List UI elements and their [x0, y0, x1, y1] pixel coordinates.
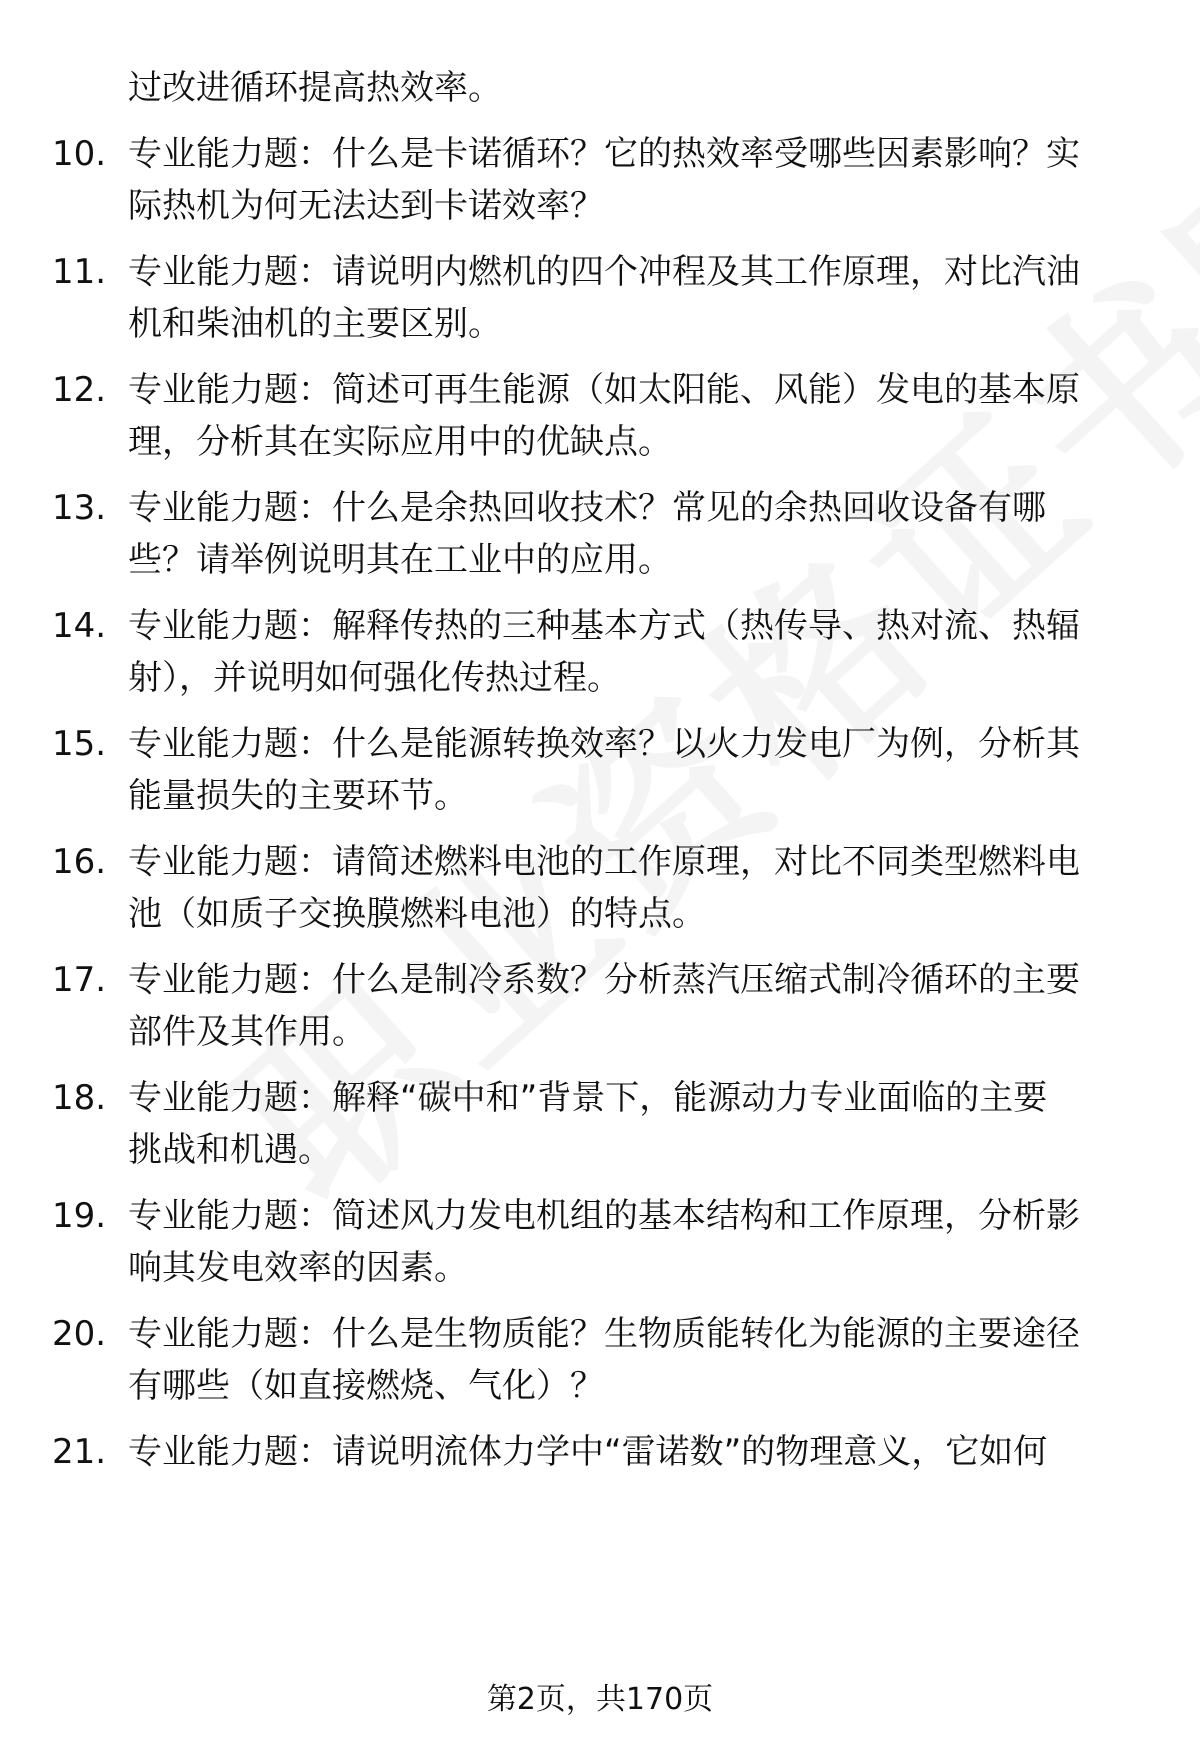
item-text	[128, 1190, 1148, 1294]
item-line: 专业能力题：什么是卡诺循环？它的热效率受哪些因素影响？实	[128, 134, 1080, 174]
item-line: 池（如质子交换膜燃料电池）的特点。	[128, 894, 706, 934]
item-text	[128, 718, 1148, 822]
item-number: 20.	[52, 1314, 107, 1354]
item-line: 有哪些（如直接燃烧、气化）？	[128, 1366, 604, 1406]
item-number: 17.	[52, 960, 107, 1000]
continuation-text: 过改进循环提高热效率。	[128, 68, 502, 108]
item-line: 能量损失的主要环节。	[128, 776, 468, 816]
item-line: 际热机为何无法达到卡诺效率？	[128, 186, 604, 226]
item-text	[128, 482, 1148, 586]
item-line: 理，分析其在实际应用中的优缺点。	[128, 422, 672, 462]
item-line: 部件及其作用。	[128, 1012, 366, 1052]
item-line: 射），并说明如何强化传热过程。	[128, 658, 621, 698]
item-line: 专业能力题：什么是能源转换效率？以火力发电厂为例，分析其	[128, 724, 1080, 764]
page-footer: 第2页，共170页	[486, 1682, 714, 1717]
item-text	[128, 1426, 1148, 1478]
item-text	[128, 600, 1148, 704]
item-line: 专业能力题：什么是余热回收技术？常见的余热回收设备有哪	[128, 488, 1046, 528]
item-text	[128, 246, 1148, 350]
item-line: 专业能力题：什么是制冷系数？分析蒸汽压缩式制冷循环的主要	[128, 960, 1080, 1000]
item-text	[128, 1072, 1148, 1176]
item-number: 15.	[52, 724, 107, 764]
item-line: 挑战和机遇。	[128, 1130, 332, 1170]
item-line: 专业能力题：什么是生物质能？生物质能转化为能源的主要途径	[128, 1314, 1080, 1354]
item-line: 些？请举例说明其在工业中的应用。	[128, 540, 672, 580]
item-number: 19.	[52, 1196, 107, 1236]
item-text	[128, 836, 1148, 940]
item-text	[128, 954, 1148, 1058]
item-number: 10.	[52, 134, 107, 174]
item-text	[128, 364, 1148, 468]
item-text	[128, 128, 1148, 232]
item-line: 专业能力题：解释“碳中和”背景下，能源动力专业面临的主要	[128, 1078, 1048, 1118]
item-line: 专业能力题：请简述燃料电池的工作原理，对比不同类型燃料电	[128, 842, 1080, 882]
item-text	[128, 1308, 1148, 1412]
item-number: 12.	[52, 370, 107, 410]
item-line: 专业能力题：解释传热的三种基本方式（热传导、热对流、热辐	[128, 606, 1080, 646]
item-number: 16.	[52, 842, 107, 882]
item-line: 响其发电效率的因素。	[128, 1248, 468, 1288]
item-number: 11.	[52, 252, 107, 292]
item-line: 专业能力题：请说明流体力学中“雷诺数”的物理意义，它如何	[128, 1432, 1048, 1472]
item-number: 18.	[52, 1078, 107, 1118]
item-line: 机和柴油机的主要区别。	[128, 304, 502, 344]
item-line: 专业能力题：简述可再生能源（如太阳能、风能）发电的基本原	[128, 370, 1080, 410]
item-number: 21.	[52, 1432, 107, 1472]
item-number: 13.	[52, 488, 107, 528]
item-number: 14.	[52, 606, 107, 646]
item-line: 专业能力题：请说明内燃机的四个冲程及其工作原理，对比汽油	[128, 252, 1080, 292]
item-line: 专业能力题：简述风力发电机组的基本结构和工作原理，分析影	[128, 1196, 1080, 1236]
